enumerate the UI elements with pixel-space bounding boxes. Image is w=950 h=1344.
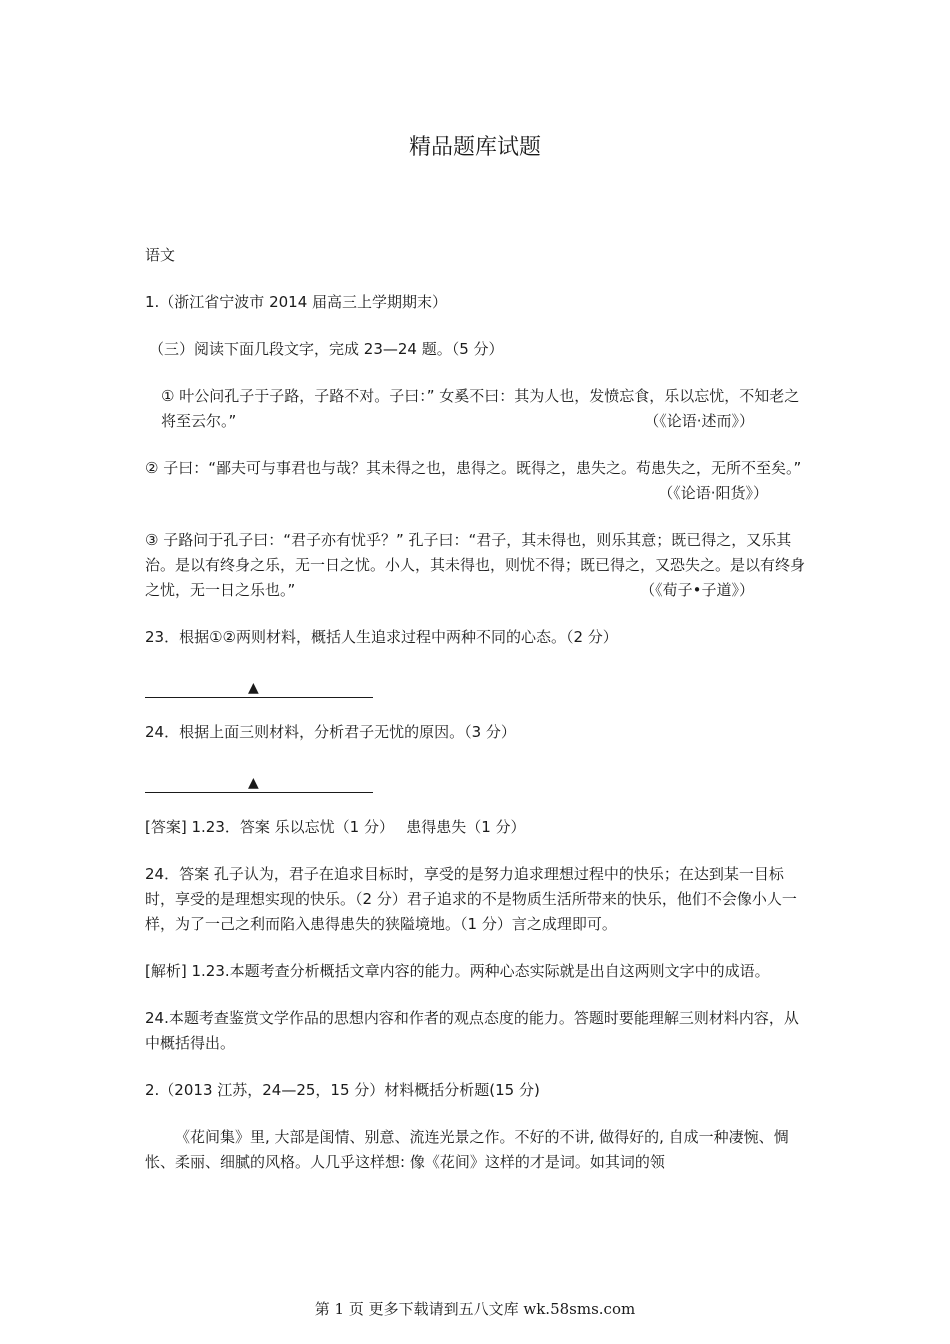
analysis-24: 24.本题考查鉴赏文学作品的思想内容和作者的观点态度的能力。答题时要能理解三则材料内容，从中概括得出。 [145, 1009, 799, 1052]
answer-24: 24．答案 孔子认为，君子在追求目标时，享受的是努力追求理想过程中的快乐；在达到某一目标时，享受的是理想实现的快乐。（2 分）君子追求的不是物质生活所带来的快乐，他们不会像小人一样，为了一己之利而陷入患得患失的狭隘境地。（1 分）言之成理即可。 [145, 865, 797, 933]
question-24: 24．根据上面三则材料，分析君子无忧的原因。（3 分） [145, 723, 516, 741]
question-1-header: 1.（浙江省宁波市 2014 届高三上学期期末） [145, 293, 448, 311]
triangle-marker: ▲ [248, 775, 259, 791]
question-2-header: 2.（2013 江苏，24—25，15 分）材料概括分析题(15 分) [145, 1081, 540, 1099]
triangle-marker: ▲ [248, 680, 259, 696]
page-title: 精品题库试题 [408, 135, 541, 160]
page-footer: 第 1 页 更多下载请到五八文库 wk.58sms.com [314, 1300, 636, 1318]
passage-2 [145, 456, 810, 506]
document-body [145, 243, 810, 1175]
passage-3-text: ③ 子路问于孔子曰：“君子亦有忧乎？” 孔子曰：“君子，其未得也，则乐其意；既已得之，又乐其治。是以有终身之乐，无一日之忧。小人，其未得也，则忧不得；既已得之，又恐失之。是以有终身之忧，无一日之乐也。” [145, 531, 806, 599]
passage-3-citation: （《荀子•子道》） [640, 581, 754, 599]
passage-2-citation: （《论语·阳货》） [658, 484, 768, 502]
passage-2-text: ② 子曰：“鄙夫可与事君也与哉？其未得之也，患得之。既得之，患失之。苟患失之，无所不至矣。” [145, 459, 802, 477]
answer-23: [答案] 1.23．答案 乐以忘忧（1 分） 患得患失（1 分） [145, 818, 526, 836]
question-2-passage: 《花间集》里, 大部是闺情、别意、流连光景之作。不好的不讲, 做得好的, 自成一种凄惋、惆怅、柔丽、细腻的风格。人几乎这样想: 像《花间》这样的才是词。如其词的领 [145, 1128, 789, 1171]
passage-1-text: ① 叶公问孔子于子路，子路不对。子曰：” 女奚不曰：其为人也，发愤忘食，乐以忘忧，不知老之将至云尔。” [161, 387, 800, 430]
passage-1-citation: （《论语·述而》） [644, 412, 754, 430]
passage-3 [145, 528, 810, 603]
question-23: 23．根据①②两则材料，概括人生追求过程中两种不同的心态。（2 分） [145, 628, 618, 646]
analysis-23: [解析] 1.23.本题考查分析概括文章内容的能力。两种心态实际就是出自这两则文字中的成语。 [145, 962, 770, 980]
subject-label: 语文 [145, 246, 176, 264]
passage-1 [145, 384, 810, 434]
question-1-instruction: （三）阅读下面几段文字，完成 23—24 题。（5 分） [149, 340, 504, 358]
answer-blank-23[interactable] [145, 672, 373, 698]
answer-blank-24[interactable] [145, 767, 373, 793]
